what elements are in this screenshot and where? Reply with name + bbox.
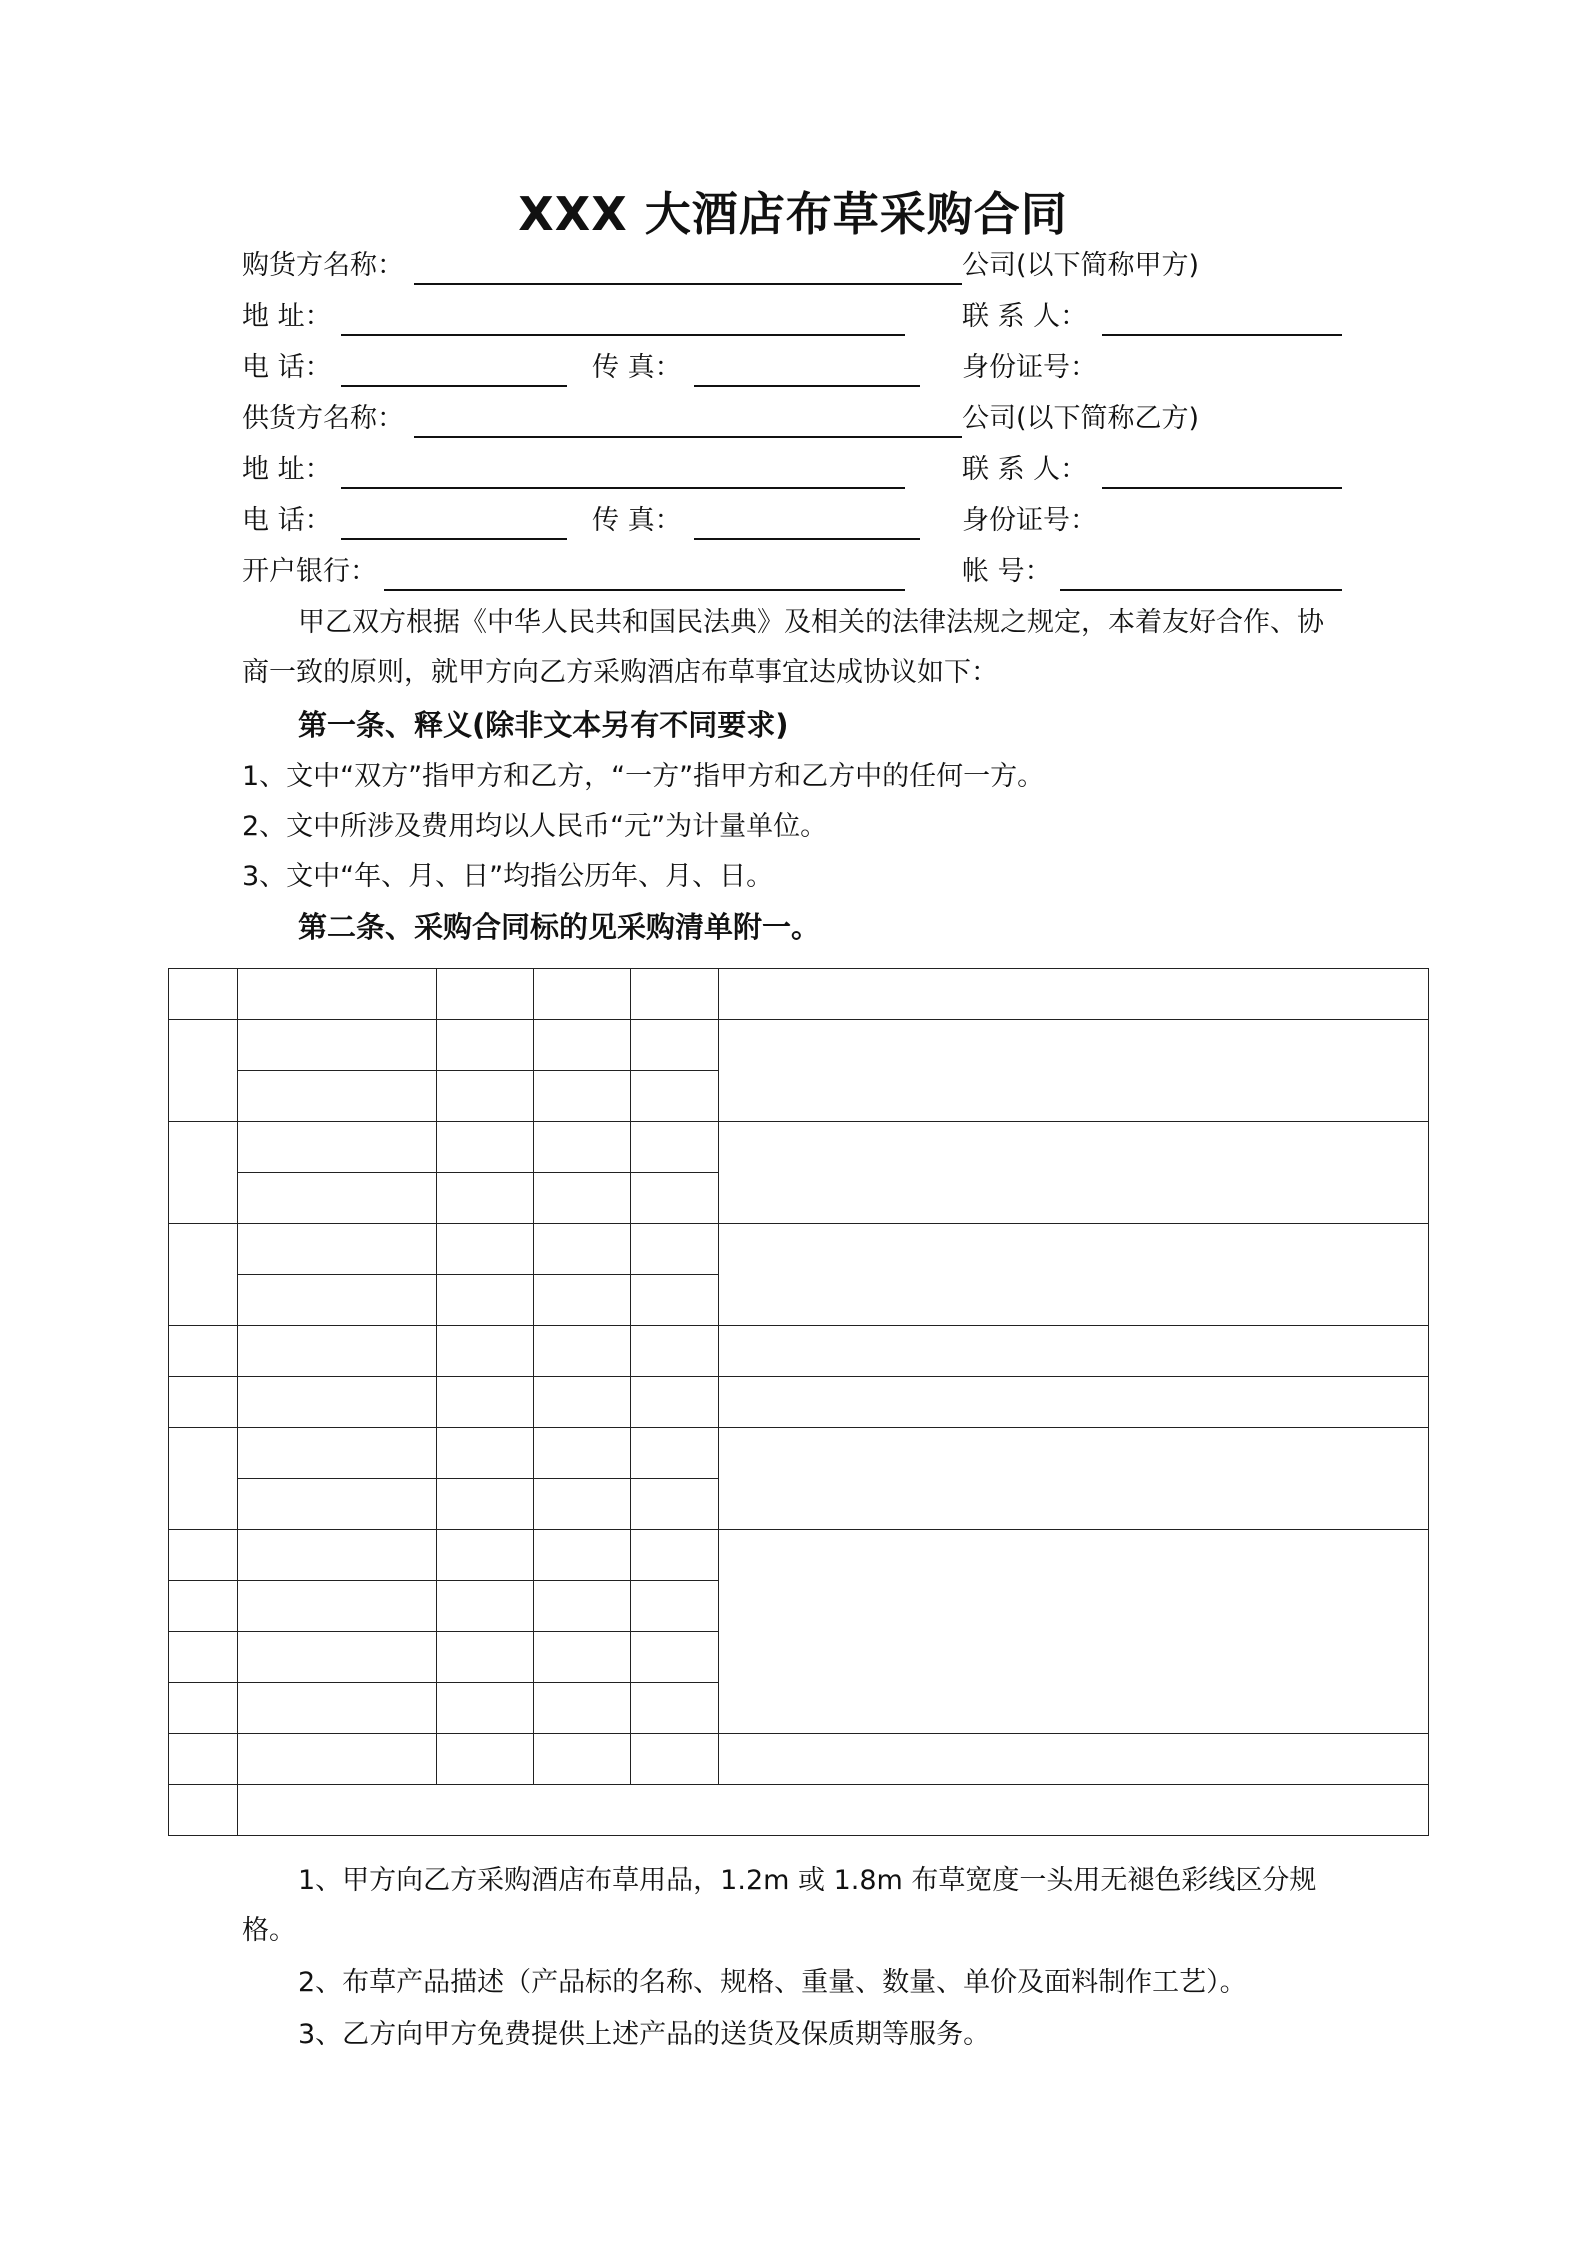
supplier-phone-label: 电 话：	[242, 505, 332, 536]
table-cell[interactable]	[437, 1122, 534, 1173]
table-cell[interactable]	[719, 1326, 1429, 1377]
table-cell[interactable]	[238, 969, 437, 1020]
table-cell[interactable]	[534, 1632, 631, 1683]
table-row	[169, 1428, 1429, 1479]
note-2: 2、布草产品描述（产品标的名称、规格、重量、数量、单价及面料制作工艺）。	[298, 1967, 1247, 1998]
supplier-address-field[interactable]	[341, 487, 905, 489]
table-cell[interactable]	[169, 1785, 238, 1836]
article-1-item-3: 3、文中“年、月、日”均指公历年、月、日。	[242, 861, 774, 892]
table-row	[169, 969, 1429, 1020]
supplier-account-field[interactable]	[1060, 589, 1342, 591]
table-cell[interactable]	[238, 1020, 437, 1071]
buyer-name-field[interactable]	[414, 283, 962, 285]
table-cell[interactable]	[719, 1734, 1429, 1785]
supplier-fax-field[interactable]	[694, 538, 920, 540]
table-cell[interactable]	[437, 1428, 534, 1479]
supplier-contact-label: 联 系 人：	[962, 454, 1088, 485]
table-cell[interactable]	[534, 969, 631, 1020]
table-row	[169, 1224, 1429, 1275]
table-cell[interactable]	[631, 1173, 719, 1224]
table-cell[interactable]	[719, 1122, 1429, 1224]
table-cell[interactable]	[437, 1734, 534, 1785]
table-row	[169, 1326, 1429, 1377]
table-cell[interactable]	[631, 1428, 719, 1479]
table-cell[interactable]	[169, 1020, 238, 1122]
supplier-bank-field[interactable]	[384, 589, 905, 591]
table-cell[interactable]	[631, 1275, 719, 1326]
intro-line-1: 甲乙双方根据《中华人民共和国民法典》及相关的法律法规之规定，本着友好合作、协	[298, 607, 1324, 638]
intro-line-2: 商一致的原则，就甲方向乙方采购酒店布草事宜达成协议如下：	[242, 657, 998, 688]
buyer-fax-field[interactable]	[694, 385, 920, 387]
supplier-name-field[interactable]	[414, 436, 962, 438]
table-cell[interactable]	[238, 1683, 437, 1734]
table-cell[interactable]	[534, 1224, 631, 1275]
buyer-name-label: 购货方名称：	[242, 250, 404, 281]
table-cell[interactable]	[631, 1020, 719, 1071]
table-cell[interactable]	[631, 1479, 719, 1530]
table-cell[interactable]	[534, 1275, 631, 1326]
table-cell[interactable]	[169, 1683, 238, 1734]
buyer-contact-field[interactable]	[1102, 334, 1342, 336]
table-cell[interactable]	[238, 1275, 437, 1326]
table-cell[interactable]	[238, 1071, 437, 1122]
table-cell[interactable]	[534, 1683, 631, 1734]
table-cell[interactable]	[631, 1581, 719, 1632]
table-cell[interactable]	[534, 1734, 631, 1785]
supplier-phone-field[interactable]	[341, 538, 567, 540]
table-cell[interactable]	[238, 1734, 437, 1785]
supplier-address-label: 地 址：	[242, 454, 332, 485]
table-cell[interactable]	[238, 1632, 437, 1683]
buyer-name-suffix: 公司(以下简称甲方)	[962, 250, 1200, 281]
table-cell[interactable]	[437, 1479, 534, 1530]
article-1-item-1: 1、文中“双方”指甲方和乙方，“一方”指甲方和乙方中的任何一方。	[242, 761, 1045, 792]
table-cell[interactable]	[169, 1530, 238, 1581]
supplier-fax-label: 传 真：	[592, 505, 682, 536]
table-cell[interactable]	[437, 1581, 534, 1632]
buyer-fax-label: 传 真：	[592, 352, 682, 383]
buyer-address-label: 地 址：	[242, 301, 332, 332]
table-cell[interactable]	[719, 1020, 1429, 1122]
table-cell[interactable]	[169, 1428, 238, 1530]
table-cell[interactable]	[719, 1428, 1429, 1530]
table-row	[169, 1785, 1429, 1836]
table-cell[interactable]	[719, 1224, 1429, 1326]
table-cell[interactable]	[437, 1377, 534, 1428]
table-cell[interactable]	[631, 1224, 719, 1275]
table-cell[interactable]	[437, 1530, 534, 1581]
table-cell[interactable]	[534, 1479, 631, 1530]
table-cell[interactable]	[437, 1326, 534, 1377]
supplier-contact-field[interactable]	[1102, 487, 1342, 489]
buyer-address-field[interactable]	[341, 334, 905, 336]
table-cell[interactable]	[534, 1122, 631, 1173]
table-cell[interactable]	[169, 1122, 238, 1224]
table-cell[interactable]	[437, 1173, 534, 1224]
note-1-line-2: 格。	[242, 1915, 296, 1946]
table-cell[interactable]	[238, 1173, 437, 1224]
buyer-id-label: 身份证号：	[962, 352, 1097, 383]
table-cell[interactable]	[238, 1581, 437, 1632]
table-cell[interactable]	[719, 1530, 1429, 1734]
table-cell[interactable]	[534, 1071, 631, 1122]
table-cell[interactable]	[534, 1377, 631, 1428]
table-cell[interactable]	[437, 1683, 534, 1734]
supplier-bank-label: 开户银行：	[242, 556, 377, 587]
table-cell[interactable]	[169, 969, 238, 1020]
table-cell[interactable]	[437, 1632, 534, 1683]
table-cell[interactable]	[631, 969, 719, 1020]
table-cell[interactable]	[238, 1377, 437, 1428]
table-row	[169, 1122, 1429, 1173]
buyer-phone-field[interactable]	[341, 385, 567, 387]
table-cell[interactable]	[719, 969, 1429, 1020]
table-cell[interactable]	[238, 1428, 437, 1479]
table-cell[interactable]	[631, 1377, 719, 1428]
table-cell[interactable]	[534, 1020, 631, 1071]
table-cell[interactable]	[631, 1632, 719, 1683]
table-cell[interactable]	[437, 1275, 534, 1326]
table-cell[interactable]	[631, 1122, 719, 1173]
article-1-item-2: 2、文中所涉及费用均以人民币“元”为计量单位。	[242, 811, 828, 842]
table-cell[interactable]	[238, 1530, 437, 1581]
note-3: 3、乙方向甲方免费提供上述产品的送货及保质期等服务。	[298, 2019, 991, 2050]
supplier-name-suffix: 公司(以下简称乙方)	[962, 403, 1200, 434]
table-cell[interactable]	[169, 1734, 238, 1785]
table-cell[interactable]	[534, 1581, 631, 1632]
table-row	[169, 1530, 1429, 1581]
table-row	[169, 1377, 1429, 1428]
table-cell[interactable]	[169, 1632, 238, 1683]
table-cell[interactable]	[534, 1428, 631, 1479]
table-cell[interactable]	[719, 1377, 1429, 1428]
table-cell[interactable]	[534, 1326, 631, 1377]
table-cell[interactable]	[238, 1326, 437, 1377]
note-1-line-1: 1、甲方向乙方采购酒店布草用品，1.2m 或 1.8m 布草宽度一头用无褪色彩线区分规	[298, 1865, 1317, 1896]
table-row	[169, 1020, 1429, 1071]
supplier-id-label: 身份证号：	[962, 505, 1097, 536]
table-cell[interactable]	[437, 1020, 534, 1071]
supplier-account-label: 帐 号：	[962, 556, 1052, 587]
table-row	[169, 1734, 1429, 1785]
table-cell[interactable]	[169, 1581, 238, 1632]
table-cell[interactable]	[631, 1326, 719, 1377]
page-title: XXX 大酒店布草采购合同	[518, 187, 1068, 241]
table-cell[interactable]	[534, 1530, 631, 1581]
buyer-contact-label: 联 系 人：	[962, 301, 1088, 332]
table-cell[interactable]	[437, 969, 534, 1020]
procurement-table	[168, 968, 1429, 1836]
table-cell[interactable]	[534, 1173, 631, 1224]
table-cell[interactable]	[631, 1530, 719, 1581]
table-cell[interactable]	[238, 1785, 1429, 1836]
table-cell[interactable]	[169, 1326, 238, 1377]
article-1-heading: 第一条、释义(除非文本另有不同要求)	[298, 708, 789, 742]
supplier-name-label: 供货方名称：	[242, 403, 404, 434]
table-cell[interactable]	[437, 1224, 534, 1275]
table-cell[interactable]	[631, 1734, 719, 1785]
table-cell[interactable]	[169, 1224, 238, 1326]
table-cell[interactable]	[238, 1224, 437, 1275]
buyer-phone-label: 电 话：	[242, 352, 332, 383]
table-cell[interactable]	[238, 1122, 437, 1173]
article-2-heading: 第二条、采购合同标的见采购清单附一。	[298, 910, 821, 944]
table-cell[interactable]	[437, 1071, 534, 1122]
table-cell[interactable]	[169, 1377, 238, 1428]
table-cell[interactable]	[238, 1479, 437, 1530]
table-cell[interactable]	[631, 1071, 719, 1122]
table-cell[interactable]	[631, 1683, 719, 1734]
